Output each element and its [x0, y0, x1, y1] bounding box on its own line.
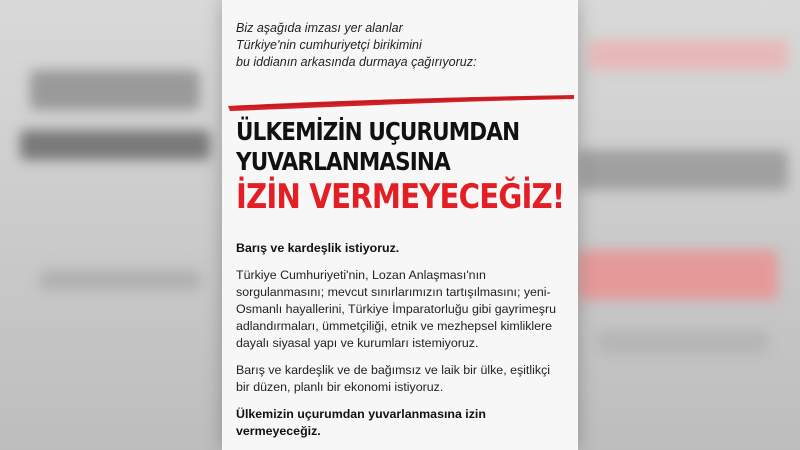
- blurred-background-right: [578, 0, 800, 450]
- paragraph-2: Türkiye Cumhuriyeti'nin, Lozan Anlaşması'nın sorgulanmasını; mevcut sınırlarımızın tartışılmasını; yeni-Osmanlı hayallerini, Türkiye İmparatorluğu gibi gayrimeşru adlandırmaları, ümmetçiliği, etnik ve mezhepsel kimliklere dayalı siyasal yapı ve kurumları istemiyoruz.: [236, 268, 556, 350]
- intro-text: Biz aşağıda imzası yer alanlar Türkiye'nin cumhuriyetçi birikimini bu iddianın arkasında durmaya çağırıyoruz:: [236, 21, 477, 69]
- blurred-background-left: [0, 0, 222, 450]
- paragraph-1: Barış ve kardeşlik istiyoruz.: [236, 241, 400, 255]
- headline-line-3: İZİN VERMEYECEĞİZ!: [236, 177, 565, 217]
- declaration-body: [236, 240, 566, 450]
- paragraph-3: Barış ve kardeşlik ve de bağımsız ve laik bir ülke, eşitlikçi bir düzen, planlı bir ekonomi istiyoruz.: [236, 363, 551, 394]
- paragraph-4: Ülkemizin uçurumdan yuvarlanmasına izin vermeyeceğiz.: [236, 407, 486, 438]
- headline-line-2: YUVARLANMASINA: [236, 147, 450, 176]
- declaration-card: [222, 0, 578, 450]
- headline-line-1: ÜLKEMİZİN UÇURUMDAN: [236, 117, 520, 146]
- red-brush-stroke: [226, 92, 576, 112]
- headline: [236, 117, 565, 217]
